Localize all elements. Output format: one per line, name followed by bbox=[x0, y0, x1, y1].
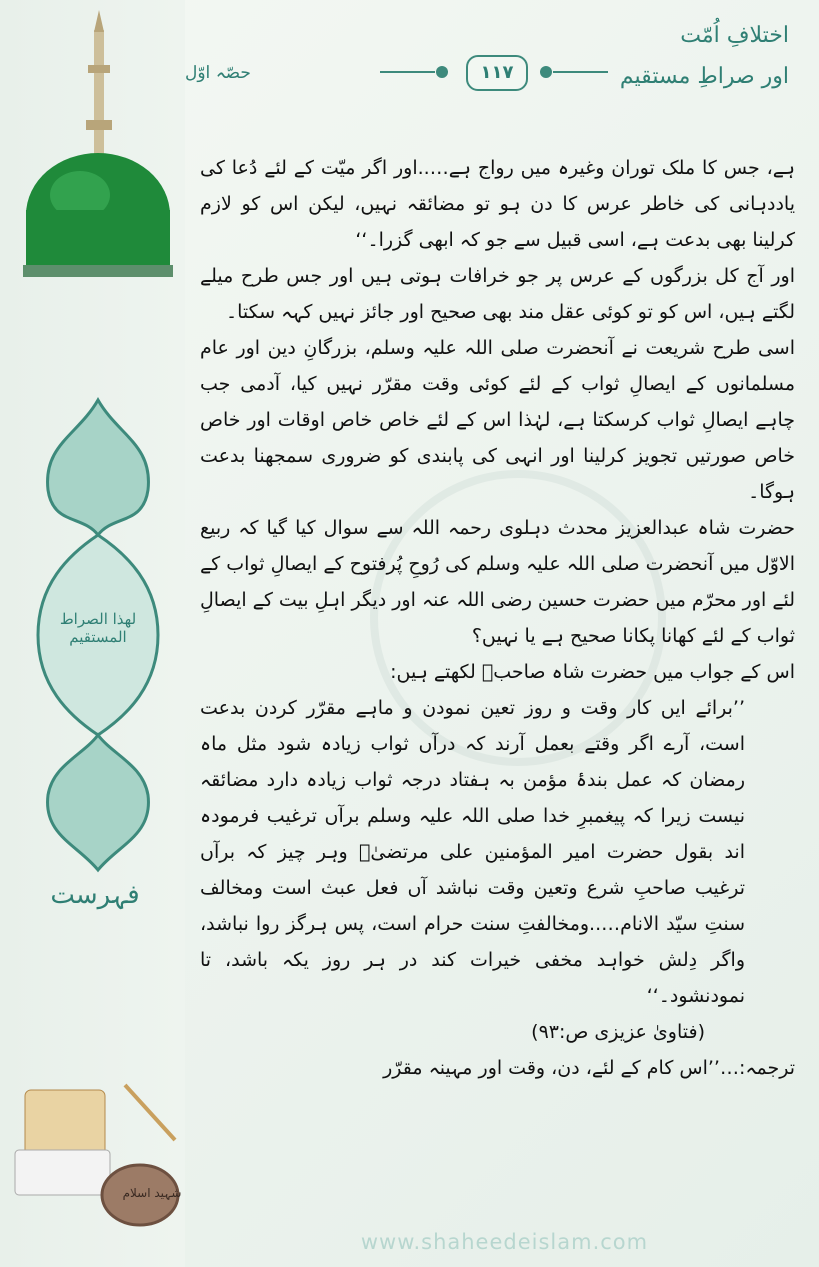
page-number: ۱۱۷ bbox=[466, 55, 528, 91]
page-header bbox=[185, 0, 819, 110]
book-title: اختلافِ اُمّت اور صراطِ مستقیم bbox=[619, 23, 789, 89]
paragraph: اس کے جواب میں حضرت شاہ صاحبؒ لکھتے ہیں: bbox=[390, 661, 795, 683]
ornament-left-icon bbox=[380, 63, 450, 81]
website-url[interactable]: www.shaheedeislam.com bbox=[360, 1230, 649, 1254]
paragraph: ہے، جس کا ملک توران وغیرہ میں رواج ہے…..اور اگر میّت کے لئے دُعا کی یاددہانی کی خاطر عرس کا دن ہو تو مضائقہ نہیں، لیکن اس کو لازم کرلینا بھی بدعت ہے، اسی قبیل سے جو کہ ابھی گزرا۔‘‘ bbox=[200, 157, 795, 251]
paragraph: حضرت شاہ عبدالعزیز محدث دہلوی رحمہ اللہ سے سوال کیا گیا کہ ربیع الاوّل میں آنحضرت صلی اللہ علیہ وسلم کی رُوحِ پُرفتوح کے ایصالِ ثواب کے لئے اور محرّم میں حضرت حسین رضی اللہ عنہ اور دیگر اہلِ بیت کے ایصالِ ثواب کے لئے کھانا پکانا صحیح ہے یا نہیں؟ bbox=[200, 517, 795, 647]
frame-text: لھذا الصراط المستقیم bbox=[59, 610, 137, 646]
sidebar bbox=[0, 0, 185, 1267]
seal-text: شہید اسلام bbox=[122, 1186, 182, 1200]
reference: (فتاویٰ عزیزی ص:۹۳) bbox=[531, 1021, 705, 1043]
index-link[interactable]: فہرست bbox=[50, 880, 140, 910]
scroll-quill-icon bbox=[5, 1080, 180, 1230]
persian-quote: ’’برائے ایں کار وقت و روز تعین نمودن و ماہے مقرّر کردن بدعت است، آرے اگر وقتے بعمل آرند کہ درآں ثواب زیادہ شود مثل ماہ رمضان کہ عمل بندۂ مؤمن بہ ہفتاد درجہ ثواب زیادہ دارد مضائقہ نیست زیرا کہ پیغمبرِ خدا صلی اللہ علیہ وسلم برآں ترغیب فرمودہ اند بقول حضرت امیر المؤمنین علی مرتضیٰؓ وہر چیز کہ برآں ترغیب صاحبِ شرع وتعین وقت نباشد آں فعل عبث است ومخالف سنتِ سیّد الانام…..ومخالفتِ سنت حرام است، پس ہرگز روا نباشد، واگر دِلش خواہد مخفی خیرات کند در ہر روز یکہ باشد، تا نمودنشود۔‘‘ bbox=[200, 697, 745, 1007]
page-number-banner bbox=[380, 55, 610, 91]
ornament-right-icon bbox=[538, 63, 608, 81]
paragraph: اسی طرح شریعت نے آنحضرت صلی اللہ علیہ وسلم، بزرگانِ دین اور عام مسلمانوں کے ایصالِ ثواب کے لئے کوئی وقت مقرّر نہیں کیا، آدمی جب چاہے ایصالِ ثواب کرسکتا ہے، لہٰذا اس کے لئے خاص خاص اوقات اور خاص خاص صورتیں تجویز کرلینا اور انہی کی پابندی کو ضروری سمجھنا بدعت ہوگا۔ bbox=[200, 337, 795, 503]
part-label: حصّہ اوّل bbox=[185, 63, 251, 83]
main-text bbox=[200, 150, 795, 1086]
translation: ترجمہ:…’’اس کام کے لئے، دن، وقت اور مہینہ مقرّر bbox=[383, 1057, 795, 1079]
paragraph: اور آج کل بزرگوں کے عرس پر جو خرافات ہوتی ہیں اور جس طرح میلے لگتے ہیں، اس کو تو کوئی عقل مند بھی صحیح اور جائز نہیں کہہ سکتا۔ bbox=[200, 265, 795, 323]
green-dome-icon bbox=[18, 10, 178, 280]
